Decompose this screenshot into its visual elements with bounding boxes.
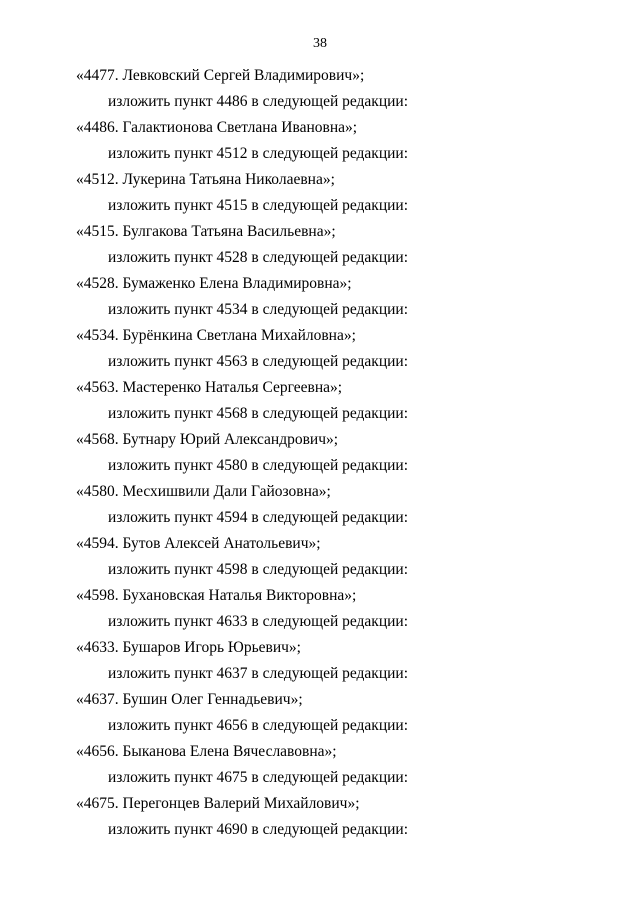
instruction-line: изложить пункт 4656 в следующей редакции:	[108, 717, 409, 734]
document-body	[0, 68, 640, 848]
entry-line: «4534. Бурёнкина Светлана Михайловна»;	[76, 327, 356, 344]
instruction-line: изложить пункт 4568 в следующей редакции:	[108, 405, 409, 422]
entry-line: «4528. Бумаженко Елена Владимировна»;	[76, 275, 352, 292]
instruction-line: изложить пункт 4598 в следующей редакции:	[108, 561, 409, 578]
instruction-line: изложить пункт 4675 в следующей редакции:	[108, 769, 409, 786]
page-number: 38	[313, 36, 327, 51]
instruction-line: изложить пункт 4486 в следующей редакции:	[108, 93, 409, 110]
instruction-line: изложить пункт 4637 в следующей редакции:	[108, 665, 409, 682]
entry-line: «4675. Перегонцев Валерий Михайлович»;	[76, 795, 360, 812]
entry-line: «4563. Мастеренко Наталья Сергеевна»;	[76, 379, 343, 396]
instruction-line: изложить пункт 4563 в следующей редакции:	[108, 353, 409, 370]
entry-line: «4656. Быканова Елена Вячеславовна»;	[76, 743, 337, 760]
instruction-line: изложить пункт 4515 в следующей редакции:	[108, 197, 409, 214]
instruction-line: изложить пункт 4512 в следующей редакции:	[108, 145, 409, 162]
instruction-line: изложить пункт 4594 в следующей редакции:	[108, 509, 409, 526]
entry-line: «4594. Бутов Алексей Анатольевич»;	[76, 535, 321, 552]
instruction-line: изложить пункт 4633 в следующей редакции:	[108, 613, 409, 630]
instruction-line: изложить пункт 4528 в следующей редакции:	[108, 249, 409, 266]
entry-line: «4477. Левковский Сергей Владимирович»;	[76, 67, 365, 84]
entry-line: «4568. Бутнару Юрий Александрович»;	[76, 431, 339, 448]
entry-line: «4633. Бушаров Игорь Юрьевич»;	[76, 639, 301, 656]
entry-line: «4486. Галактионова Светлана Ивановна»;	[76, 119, 358, 136]
entry-line: «4580. Месхишвили Дали Гайозовна»;	[76, 483, 331, 500]
instruction-line: изложить пункт 4690 в следующей редакции:	[108, 821, 409, 838]
entry-line: «4512. Лукерина Татьяна Николаевна»;	[76, 171, 335, 188]
instruction-line: изложить пункт 4534 в следующей редакции:	[108, 301, 409, 318]
instruction-line: изложить пункт 4580 в следующей редакции:	[108, 457, 409, 474]
entry-line: «4515. Булгакова Татьяна Васильевна»;	[76, 223, 336, 240]
entry-line: «4637. Бушин Олег Геннадьевич»;	[76, 691, 303, 708]
entry-line: «4598. Бухановская Наталья Викторовна»;	[76, 587, 357, 604]
